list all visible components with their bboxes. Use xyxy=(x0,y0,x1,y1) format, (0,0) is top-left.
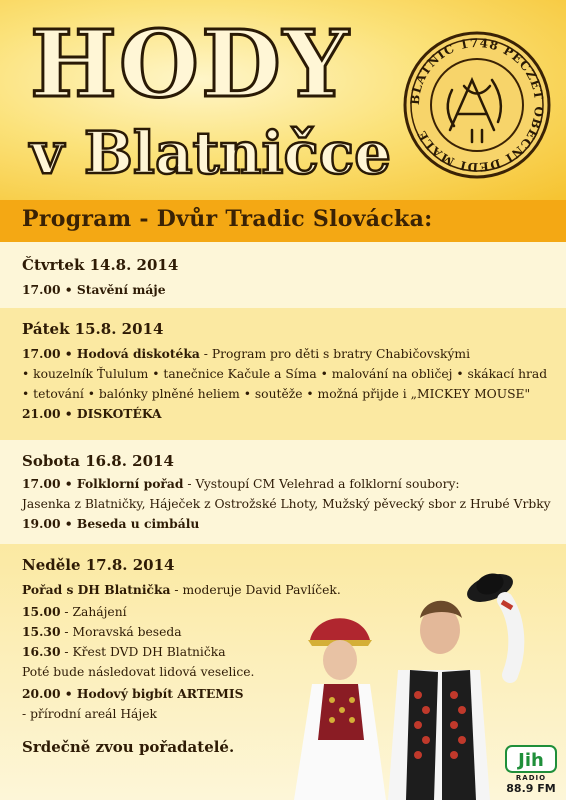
radio-logo-sub: RADIO xyxy=(515,774,547,782)
schedule-line xyxy=(22,476,460,491)
poster-subtitle: v Blatničce xyxy=(30,119,392,187)
schedule-line xyxy=(22,516,199,531)
schedule-line xyxy=(22,604,127,619)
schedule-line-text: - Zahájení xyxy=(60,605,127,619)
program-title: Program - Dvůr Tradic Slovácka: xyxy=(22,206,433,232)
poster-header xyxy=(0,0,566,200)
day-date: Čtvrtek 14.8. 2014 xyxy=(22,256,179,274)
program-band xyxy=(0,200,566,242)
schedule-line-text: Poté bude následovat lidová veselice. xyxy=(22,665,255,679)
village-seal-icon xyxy=(402,30,552,180)
schedule-line-bold: Pořad s DH Blatnička xyxy=(22,582,171,597)
organizers-invitation: Srdečně zvou pořadatelé. xyxy=(22,738,235,756)
schedule-line-text: • kouzelník Ťululum • tanečnice Kačule a Síma • malování na obličej • skákací hrad xyxy=(22,367,548,381)
schedule-line xyxy=(22,644,226,659)
schedule-line xyxy=(22,406,162,421)
schedule-line-bold: 20.00 • Hodový bigbít ARTEMIS xyxy=(22,686,244,701)
schedule-line-bold: 19.00 • Beseda u cimbálu xyxy=(22,516,200,531)
day-date: Neděle 17.8. 2014 xyxy=(22,556,175,574)
day-date: Pátek 15.8. 2014 xyxy=(22,320,164,338)
day-date: Sobota 16.8. 2014 xyxy=(22,452,174,470)
schedule-line-text: - Program pro děti s bratry Chabičovskými xyxy=(199,347,471,361)
day-section-thursday xyxy=(0,242,566,308)
schedule-line-bold: 21.00 • DISKOTÉKA xyxy=(22,406,162,421)
day-section-saturday xyxy=(0,440,566,544)
seal-text: BLATNIC 1748 PECZET OBECNI DEDI MALE xyxy=(407,35,547,175)
schedule-line-bold: 15.30 xyxy=(22,624,61,639)
schedule-line xyxy=(22,386,530,401)
schedule-line-bold: 17.00 • Stavění máje xyxy=(22,282,166,297)
radio-logo-text: Jih xyxy=(518,750,544,771)
schedule-line-text: - přírodní areál Hájek xyxy=(22,707,157,721)
radio-frequency: 88.9 FM xyxy=(506,782,556,795)
day-section-friday xyxy=(0,308,566,440)
schedule-line xyxy=(22,664,254,679)
poster-title: HODY xyxy=(30,10,351,118)
schedule-line-bold: 15.00 xyxy=(22,604,61,619)
schedule-line xyxy=(22,282,166,297)
schedule-line xyxy=(22,496,551,511)
schedule-line-text: • tetování • balónky plněné heliem • soutěže • možná přijde i „MICKEY MOUSE" xyxy=(22,387,531,401)
schedule-line-bold: 17.00 • Hodová diskotéka xyxy=(22,346,200,361)
schedule-line xyxy=(22,346,470,361)
schedule-line xyxy=(22,366,547,381)
schedule-line-text: Jasenka z Blatničky, Háječek z Ostrožské Lhoty, Mužský pěvecký sbor z Hrubé Vrbky xyxy=(22,497,551,511)
schedule-line-bold: 17.00 • Folklorní pořad xyxy=(22,476,184,491)
schedule-line-text: - Křest DVD DH Blatnička xyxy=(60,645,226,659)
schedule-line xyxy=(22,706,157,721)
schedule-line xyxy=(22,686,244,701)
schedule-line-text: - moderuje David Pavlíček. xyxy=(170,583,341,597)
schedule-line-text: - Moravská beseda xyxy=(60,625,182,639)
schedule-line xyxy=(22,624,182,639)
schedule-line-bold: 16.30 xyxy=(22,644,61,659)
schedule-line-text: - Vystoupí CM Velehrad a folklorní soubory: xyxy=(183,477,460,491)
